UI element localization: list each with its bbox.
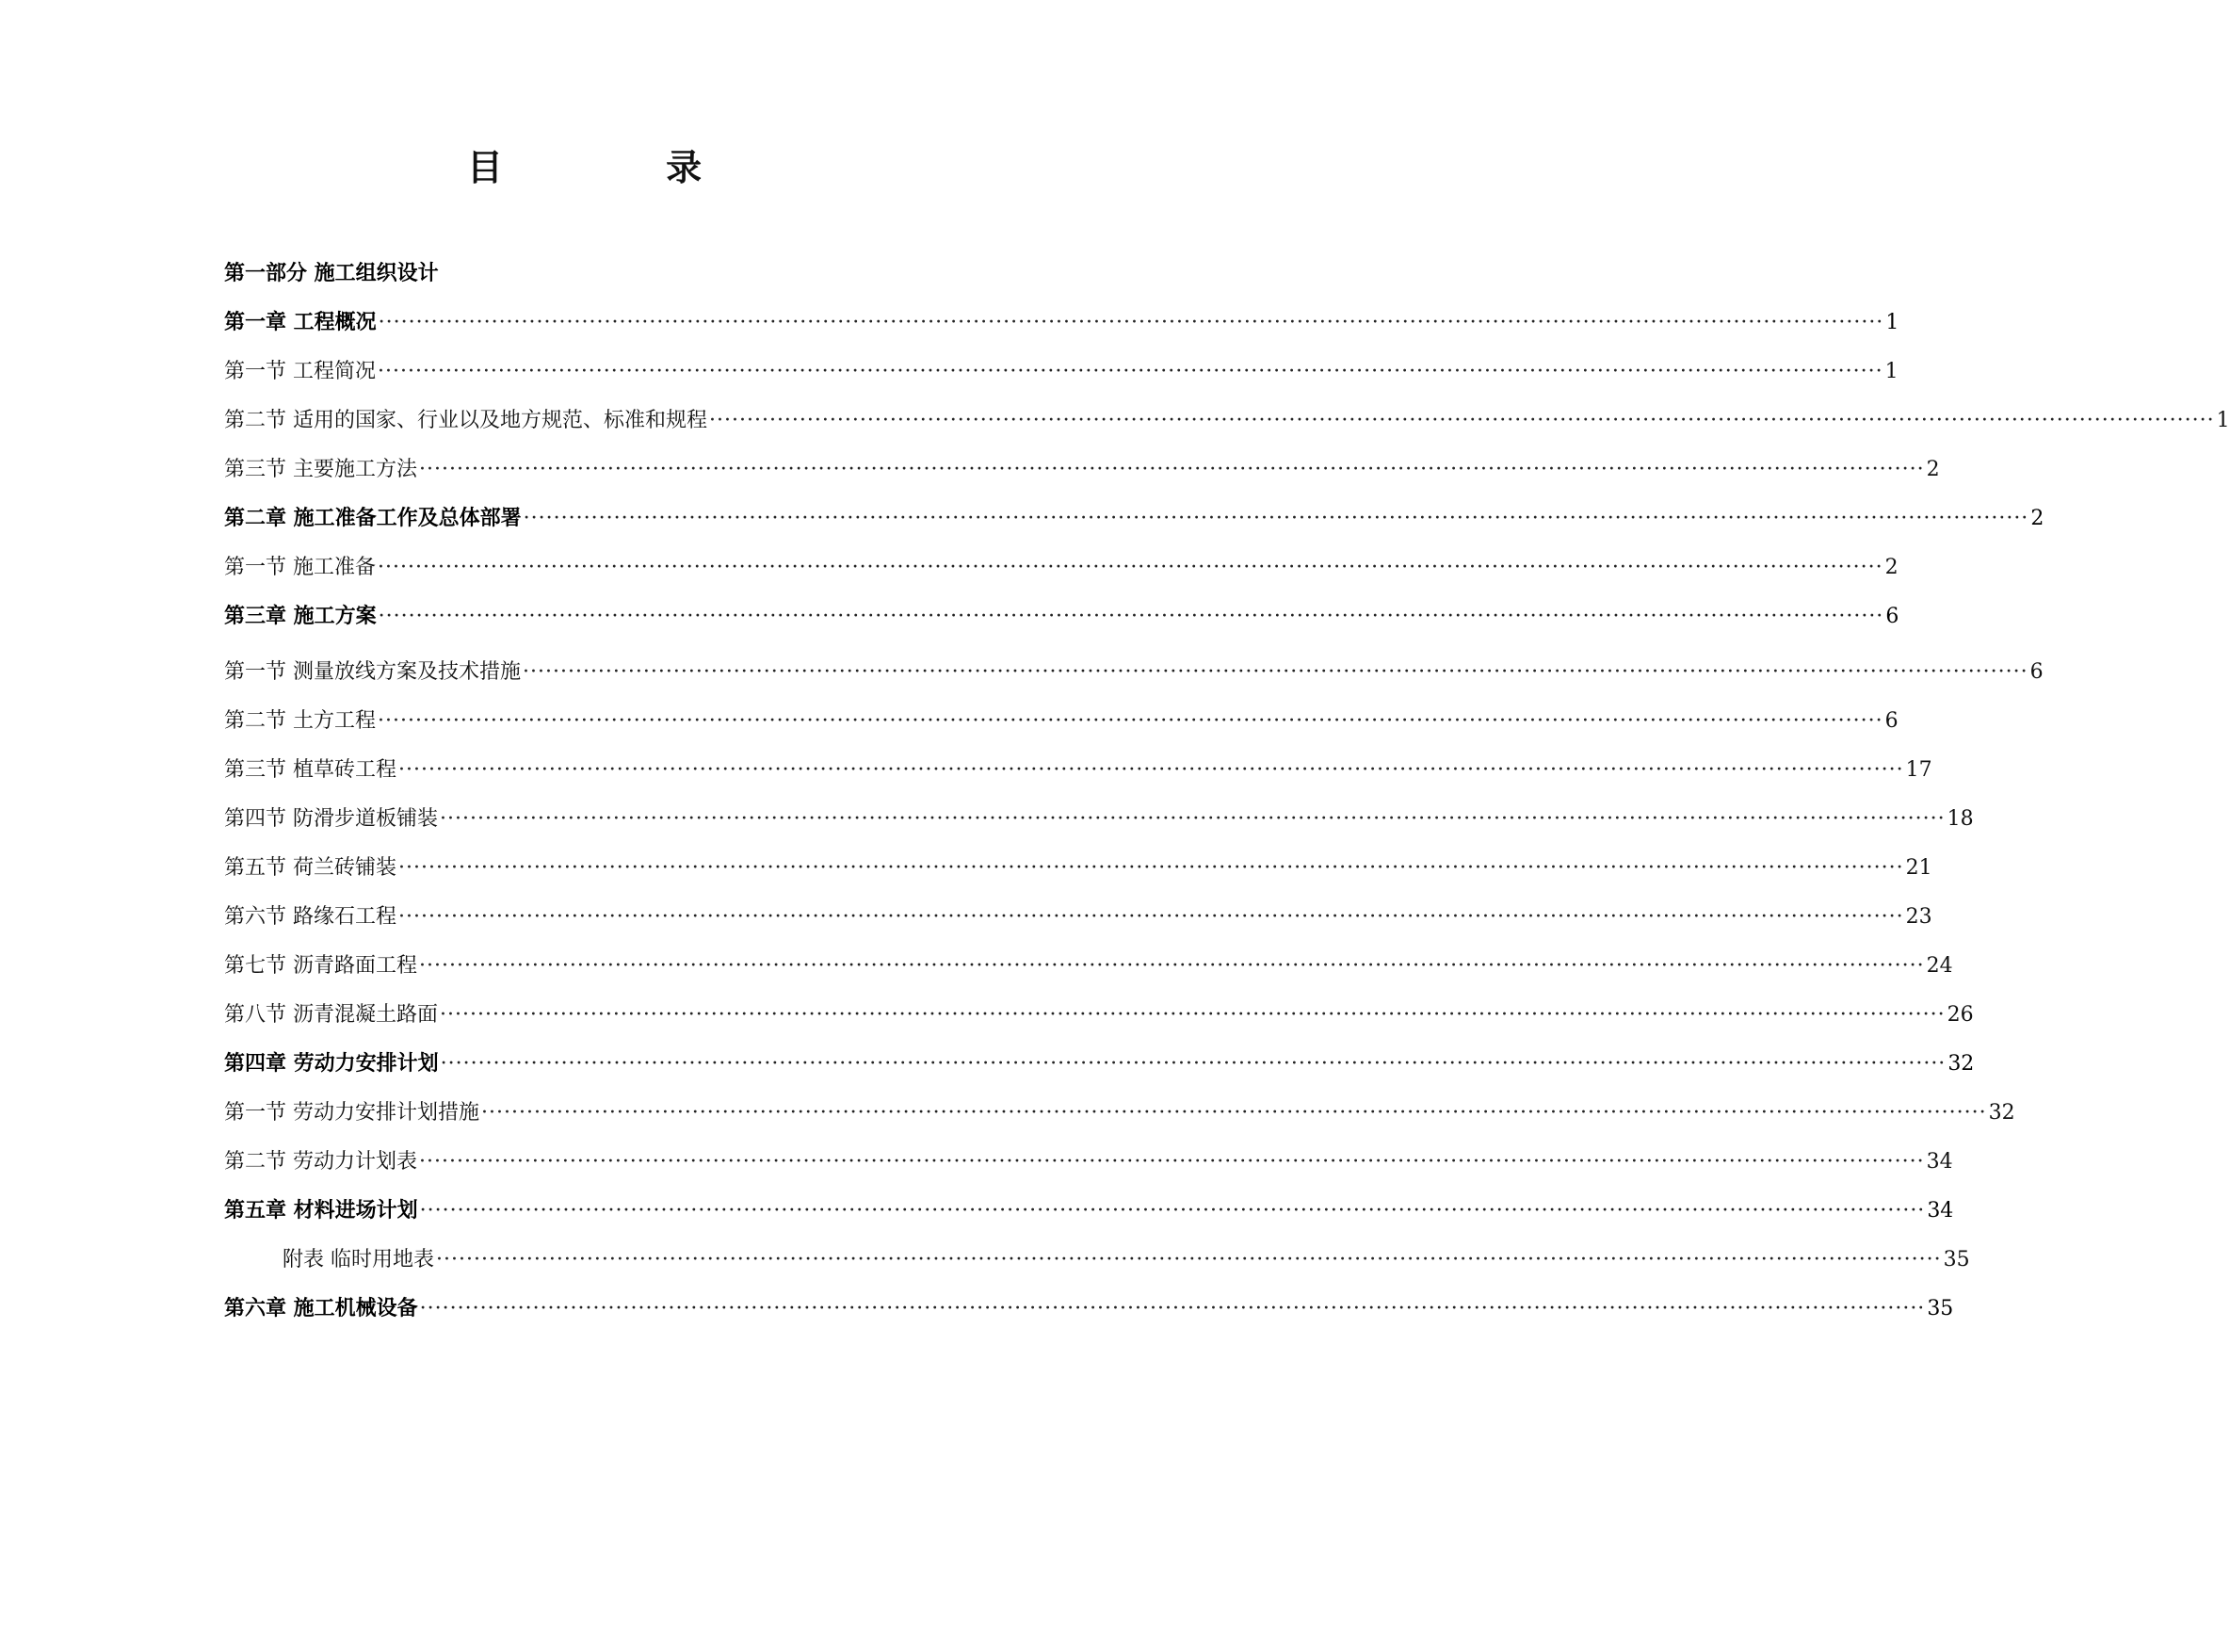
toc-entry-section[interactable] [224, 1143, 1953, 1181]
dot-leader: ········································································································································································································ [481, 1101, 1987, 1125]
toc-entry-label: 第二节 适用的国家、行业以及地方规范、标准和规程 [224, 409, 707, 432]
toc-entry-page: 35 [1943, 1248, 1970, 1271]
toc-entry-label: 第五节 荷兰砖铺装 [224, 856, 396, 880]
dot-leader: ········································································································································································································ [419, 1297, 1926, 1320]
toc-entry-label: 第四节 防滑步道板铺装 [224, 807, 438, 831]
toc-entry-page: 6 [1885, 605, 1899, 628]
dot-leader: ········································································································································································································ [436, 1248, 1942, 1271]
toc-entry-label: 附表 临时用地表 [283, 1248, 434, 1271]
dot-leader: ········································································································································································································ [378, 556, 1883, 579]
dot-leader: ········································································································································································································ [440, 807, 1946, 831]
toc-entry-page: 17 [1905, 758, 1932, 782]
toc-entry-label: 第一节 测量放线方案及技术措施 [224, 660, 521, 684]
toc-entry-section[interactable] [224, 899, 1932, 936]
toc-entry-label: 第二节 土方工程 [224, 709, 376, 733]
toc-entry-label: 第一节 劳动力安排计划措施 [224, 1101, 479, 1125]
toc-entry-section[interactable] [224, 549, 1899, 587]
toc-entry-label: 第一章 工程概况 [224, 311, 377, 334]
toc-entry-label: 第一节 施工准备 [224, 556, 376, 579]
toc-entry-section[interactable] [224, 947, 1953, 985]
toc-entry-page: 35 [1927, 1297, 1954, 1320]
dot-leader: ········································································································································································································ [419, 954, 1925, 978]
page-title: 目 录 [466, 147, 778, 188]
toc-entry-page: 24 [1926, 954, 1953, 978]
toc-entry-chapter-3[interactable] [224, 598, 1899, 636]
dot-leader: ········································································································································································································ [709, 409, 2215, 432]
toc-entry-section[interactable] [224, 654, 2044, 691]
dot-leader: ········································································································································································································ [523, 507, 2029, 530]
toc-entry-page: 32 [1947, 1052, 1975, 1076]
toc-entry-page: 1 [1884, 360, 1899, 383]
dot-leader: ········································································································································································································ [419, 1199, 1926, 1223]
toc-entry-section[interactable] [224, 402, 2230, 440]
dot-leader: ········································································································································································································ [440, 1003, 1946, 1027]
toc-entry-label: 第二节 劳动力计划表 [224, 1150, 417, 1174]
toc-entry-label: 第五章 材料进场计划 [224, 1199, 418, 1223]
toc-entry-appendix[interactable] [283, 1241, 1970, 1279]
toc-entry-section[interactable] [224, 996, 1974, 1034]
part-heading [224, 255, 985, 293]
toc-entry-label: 第三节 主要施工方法 [224, 458, 417, 481]
toc-entry-page: 23 [1905, 905, 1932, 929]
toc-entry-chapter-4[interactable] [224, 1045, 1975, 1083]
toc-entry-label: 第二章 施工准备工作及总体部署 [224, 507, 522, 530]
toc-entry-section[interactable] [224, 850, 1932, 887]
toc-entry-label: 第四章 劳动力安排计划 [224, 1052, 439, 1076]
toc-entry-label: 第六节 路缘石工程 [224, 905, 396, 929]
dot-leader: ········································································································································································································ [378, 311, 1884, 334]
dot-leader: ········································································································································································································ [398, 856, 1904, 880]
toc-entry-section[interactable] [224, 801, 1974, 838]
toc-entry-page: 1 [2216, 409, 2230, 432]
toc-entry-label: 第八节 沥青混凝土路面 [224, 1003, 438, 1027]
toc-entry-section[interactable] [224, 752, 1932, 789]
toc-entry-page: 1 [1885, 311, 1899, 334]
toc-entry-page: 34 [1927, 1199, 1954, 1223]
part-heading-label: 第一部分 施工组织设计 [224, 262, 439, 285]
toc-entry-section[interactable] [224, 1094, 2015, 1132]
toc-entry-page: 26 [1947, 1003, 1974, 1027]
dot-leader: ········································································································································································································ [523, 660, 2028, 684]
toc-entry-chapter-5[interactable] [224, 1192, 1954, 1230]
dot-leader: ········································································································································································································ [378, 360, 1883, 383]
toc-entry-page: 2 [1926, 458, 1940, 481]
toc-entry-page: 6 [2029, 660, 2044, 684]
toc-entry-label: 第七节 沥青路面工程 [224, 954, 417, 978]
toc-entry-section[interactable] [224, 451, 1940, 489]
dot-leader: ········································································································································································································ [419, 1150, 1925, 1174]
toc-entry-chapter-6[interactable] [224, 1290, 1954, 1328]
toc-entry-label: 第一节 工程简况 [224, 360, 376, 383]
toc-entry-section[interactable] [224, 703, 1899, 740]
toc-entry-label: 第三节 植草砖工程 [224, 758, 396, 782]
toc-entry-page: 21 [1905, 856, 1932, 880]
toc-entry-chapter-1[interactable] [224, 304, 1899, 342]
toc-entry-label: 第六章 施工机械设备 [224, 1297, 418, 1320]
toc-entry-page: 2 [1884, 556, 1899, 579]
toc-entry-page: 6 [1884, 709, 1899, 733]
toc-entry-section[interactable] [224, 353, 1899, 391]
dot-leader: ········································································································································································································ [419, 458, 1925, 481]
dot-leader: ········································································································································································································ [440, 1052, 1947, 1076]
dot-leader: ········································································································································································································ [398, 758, 1904, 782]
dot-leader: ········································································································································································································ [398, 905, 1904, 929]
toc-entry-page: 32 [1988, 1101, 2015, 1125]
dot-leader: ········································································································································································································ [378, 605, 1884, 628]
toc-entry-chapter-2[interactable] [224, 500, 2044, 538]
toc-entry-page: 2 [2030, 507, 2044, 530]
dot-leader: ········································································································································································································ [378, 709, 1883, 733]
toc-entry-page: 34 [1926, 1150, 1953, 1174]
toc-entry-page: 18 [1947, 807, 1974, 831]
toc-entry-label: 第三章 施工方案 [224, 605, 377, 628]
